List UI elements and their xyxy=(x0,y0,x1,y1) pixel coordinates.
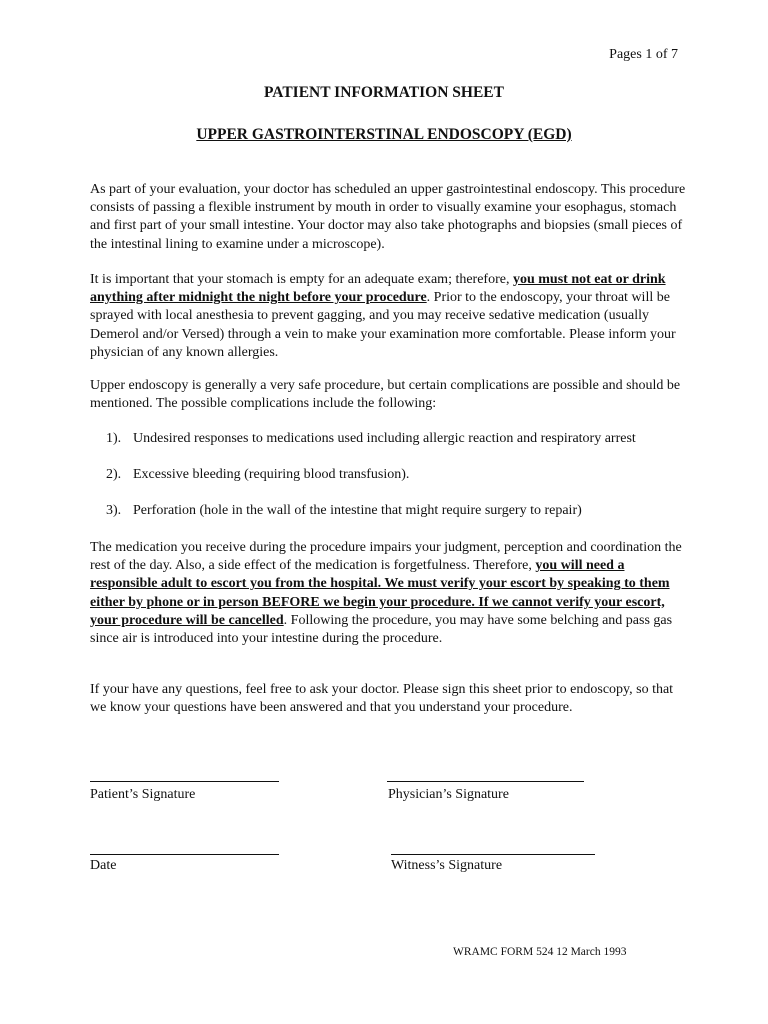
paragraph-fasting xyxy=(90,271,690,362)
form-identifier: WRAMC FORM 524 12 March 1993 xyxy=(453,946,627,958)
list-item xyxy=(106,502,582,520)
list-item xyxy=(106,430,636,448)
paragraph-medication xyxy=(90,539,690,648)
physician-signature-line[interactable] xyxy=(387,781,584,782)
list-number: 2). xyxy=(106,467,122,482)
page-count: Pages 1 of 7 xyxy=(609,47,678,62)
date-label: Date xyxy=(90,858,117,873)
paragraph-questions: If your have any questions, feel free to ask your doctor. Please sign this sheet prior to endoscopy, so that we know your questions have been answered and that you understand your procedure. xyxy=(90,682,674,716)
date-line[interactable] xyxy=(90,854,279,855)
paragraph-complications: Upper endoscopy is generally a very safe procedure, but certain complications are possible and should be mentioned. The possible complications include the following: xyxy=(90,378,681,412)
escort-warning: you will need a responsible adult to escort you from the hospital. We must verify your escort by speaking to them either by phone or in person BEFORE we begin your procedure. If we cannot verify your escort, your procedure will be cancelled xyxy=(90,558,670,628)
physician-signature-label: Physician’s Signature xyxy=(388,787,509,802)
patient-signature-label: Patient’s Signature xyxy=(90,787,196,802)
list-number: 3). xyxy=(106,503,122,518)
document-title: PATIENT INFORMATION SHEET xyxy=(263,84,504,101)
list-text: Undesired responses to medications used including allergic reaction and respiratory arrest xyxy=(133,431,636,446)
witness-signature-label: Witness’s Signature xyxy=(391,858,503,873)
document-subtitle: UPPER GASTROINTERSTINAL ENDOSCOPY (EGD) xyxy=(196,126,572,143)
paragraph-fasting-rest: . Prior to the endoscopy, your throat will be sprayed with local anesthesia to prevent gagging, and you may receive sedative medication (usually Demerol and/or Versed) through a vein to make your examination more comfortable. Please inform your physician of any known allergies. xyxy=(90,290,676,360)
list-text: Perforation (hole in the wall of the intestine that might require surgery to repair) xyxy=(133,503,582,518)
fasting-warning: you must not eat or drink anything after midnight the night before your procedure xyxy=(90,272,666,306)
paragraph-medication-rest: . Following the procedure, you may have some belching and pass gas since air is introduced into your intestine during the procedure. xyxy=(90,612,673,647)
list-item xyxy=(106,466,409,484)
paragraph-medication-intro: The medication you receive during the procedure impairs your judgment, perception and coordination the rest of the day. Also, a side effect of the medication is forgetfulness. Therefore, xyxy=(90,540,682,574)
paragraph-fasting-intro: It is important that your stomach is empty for an adequate exam; therefore, xyxy=(90,272,513,287)
list-text: Excessive bleeding (requiring blood transfusion). xyxy=(133,467,410,482)
paragraph-evaluation: As part of your evaluation, your doctor has scheduled an upper gastrointestinal endoscopy. This procedure consists of passing a flexible instrument by mouth in order to visually examine your esophagus, stomach and first part of your small intestine. Your doctor may also take photographs and biopsies (small pieces of the intestinal lining to examine under a microscope). xyxy=(90,182,686,252)
witness-signature-line[interactable] xyxy=(391,854,595,855)
patient-signature-line[interactable] xyxy=(90,781,279,782)
list-number: 1). xyxy=(106,431,122,446)
